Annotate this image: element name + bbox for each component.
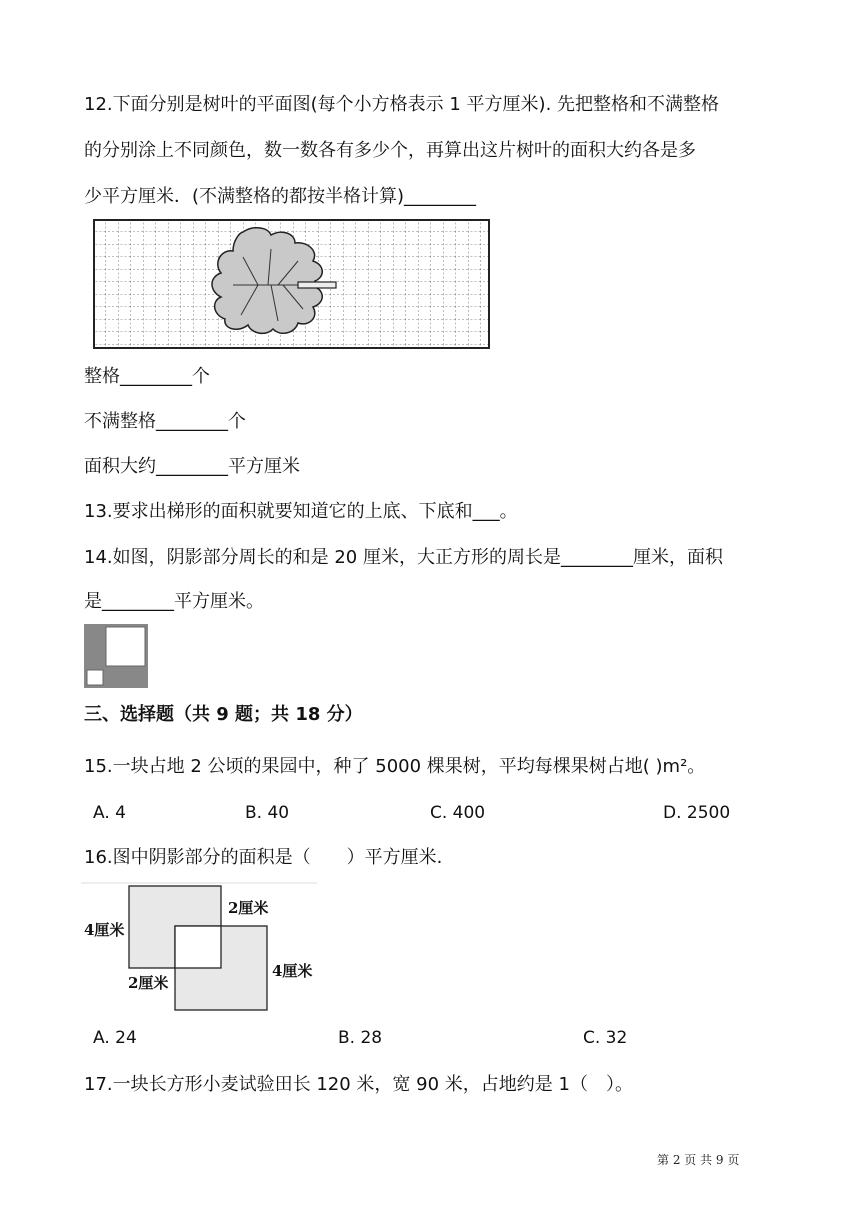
q15-option-d: D. 2500 bbox=[663, 803, 731, 823]
q15-option-b: B. 40 bbox=[245, 803, 290, 823]
q17-text: 17.一块长方形小麦试验田长 120 米，宽 90 米，占地约是 1（ ）。 bbox=[84, 1074, 633, 1095]
q12-line-2: 的分别涂上不同颜色，数一数各有多少个，再算出这片树叶的面积大约各是多 bbox=[84, 140, 696, 161]
q14-line-2: 是________平方厘米。 bbox=[84, 591, 264, 612]
q16-label-right: 4厘米 bbox=[272, 962, 313, 980]
leaf-grid-figure bbox=[93, 219, 491, 350]
q12-partial-squares: 不满整格________个 bbox=[84, 411, 246, 432]
square-figure bbox=[84, 624, 148, 688]
q16-label-top-right: 2厘米 bbox=[228, 899, 269, 917]
q13-text: 13.要求出梯形的面积就要知道它的上底、下底和___。 bbox=[84, 501, 518, 522]
q12-line-1: 12.下面分别是树叶的平面图(每个小方格表示 1 平方厘米). 先把整格和不满整格 bbox=[84, 94, 720, 115]
page-footer: 第 2 页 共 9 页 bbox=[657, 1153, 740, 1167]
q16-option-a: A. 24 bbox=[93, 1028, 137, 1048]
leaf-stem bbox=[298, 282, 336, 288]
overlapping-squares-figure bbox=[81, 882, 321, 1014]
q12-line-3: 少平方厘米．(不满整格的都按半格计算)________ bbox=[84, 186, 477, 207]
q15-option-a: A. 4 bbox=[93, 803, 126, 823]
section-3-heading: 三、选择题（共 9 题；共 18 分） bbox=[84, 704, 363, 725]
q16-label-left: 4厘米 bbox=[84, 921, 125, 939]
q12-area: 面积大约________平方厘米 bbox=[84, 456, 300, 477]
q15-option-c: C. 400 bbox=[430, 803, 486, 823]
q12-full-squares: 整格________个 bbox=[84, 366, 210, 387]
q16-text: 16.图中阴影部分的面积是（ ）平方厘米. bbox=[84, 847, 443, 868]
q16-label-bottom: 2厘米 bbox=[128, 974, 169, 992]
q16-option-b: B. 28 bbox=[338, 1028, 383, 1048]
q15-text: 15.一块占地 2 公顷的果园中，种了 5000 棵果树，平均每棵果树占地( )m²。 bbox=[84, 756, 706, 777]
q16-option-c: C. 32 bbox=[583, 1028, 628, 1048]
q14-line-1: 14.如图，阴影部分周长的和是 20 厘米，大正方形的周长是________厘米，面积 bbox=[84, 547, 723, 568]
